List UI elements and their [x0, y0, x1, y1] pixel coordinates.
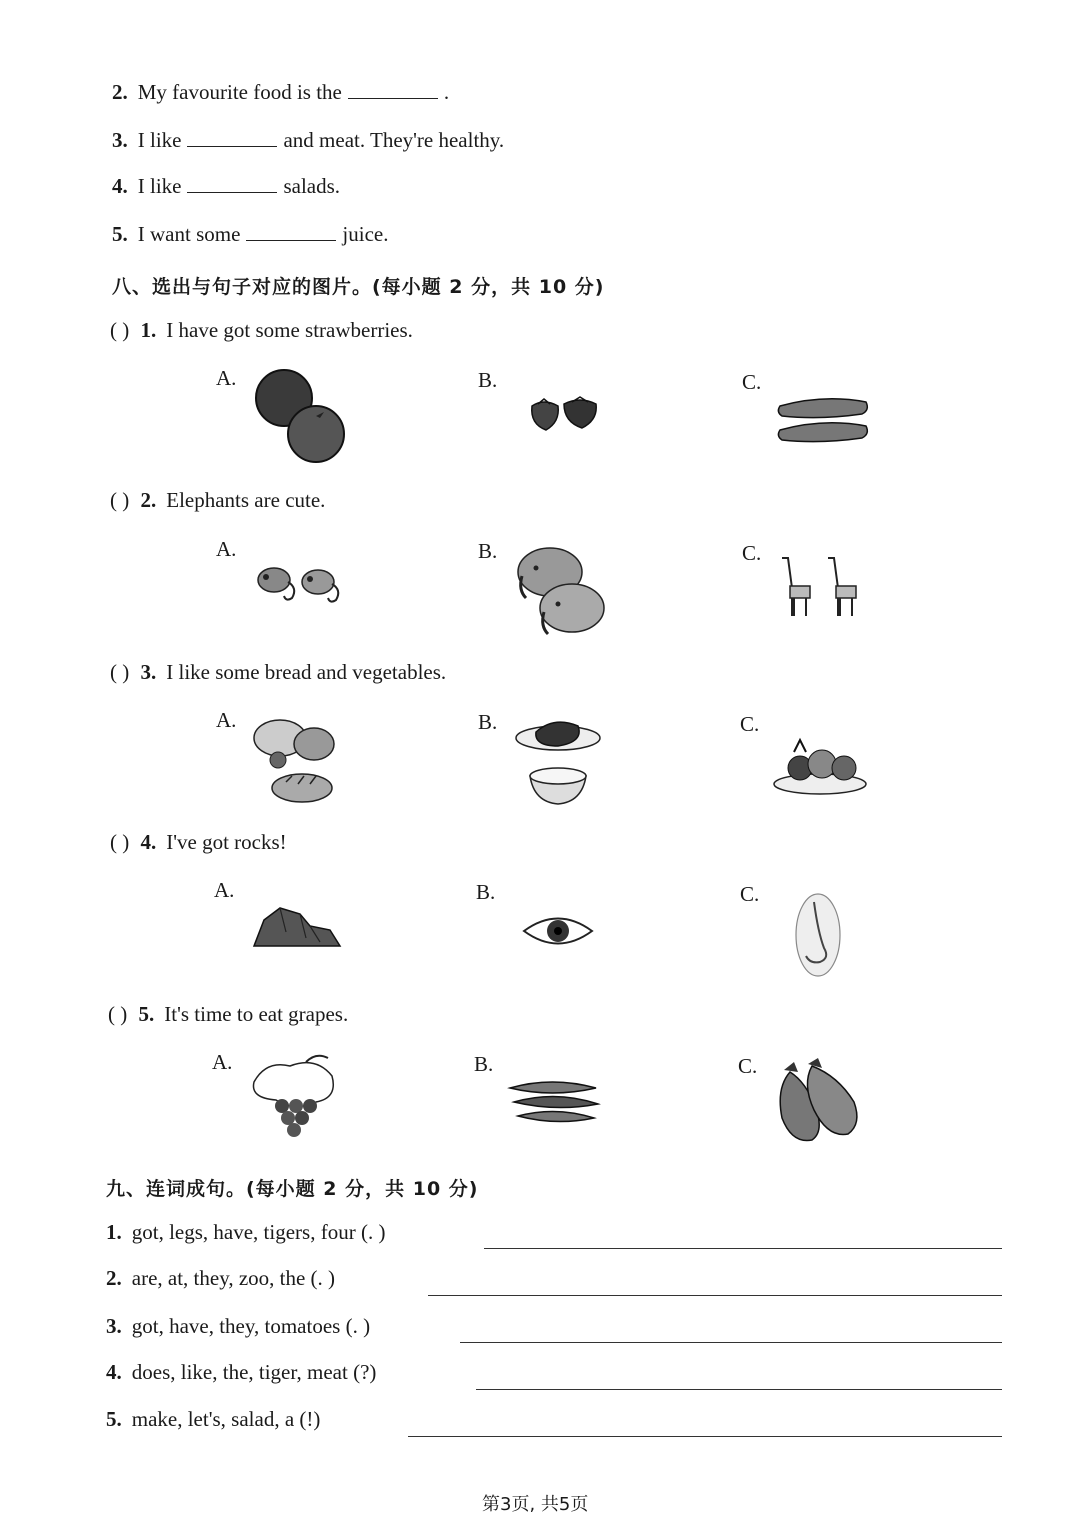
- item-number: 5.: [106, 1407, 122, 1431]
- scrambled-words: got, have, they, tomatoes (. ): [131, 1314, 371, 1338]
- item-number: 1.: [106, 1220, 122, 1244]
- giraffes-icon[interactable]: [770, 552, 870, 622]
- scrambled-words: got, legs, have, tigers, four (. ): [131, 1220, 386, 1244]
- question-2: [110, 488, 325, 513]
- option-c-label: C.: [740, 712, 760, 736]
- option-b-label: B.: [478, 368, 498, 392]
- answer-line[interactable]: [460, 1342, 1002, 1343]
- answer-parentheses[interactable]: ( ): [110, 660, 130, 684]
- option-b-label: B.: [474, 1052, 494, 1076]
- question-number: 1.: [140, 318, 157, 342]
- option-b-label: B.: [478, 539, 498, 563]
- scrambled-words: does, like, the, tiger, meat (?): [131, 1360, 377, 1384]
- answer-blank[interactable]: [187, 174, 277, 193]
- sentence-end: salads.: [283, 174, 341, 198]
- question-text: It's time to eat grapes.: [164, 1002, 349, 1026]
- item-number: 4.: [112, 174, 128, 198]
- answer-parentheses[interactable]: ( ): [110, 488, 130, 512]
- answer-blank[interactable]: [246, 222, 336, 241]
- item-number: 2.: [106, 1266, 122, 1290]
- question-4: [110, 830, 287, 855]
- eggplants-icon[interactable]: [772, 1058, 864, 1148]
- tomatoes-icon[interactable]: [252, 368, 352, 464]
- reorder-item-5: [106, 1407, 320, 1432]
- option-a-label: A.: [216, 708, 237, 732]
- fill-blank-3: [112, 128, 504, 153]
- sentence-start: I like: [137, 174, 182, 198]
- question-text: I like some bread and vegetables.: [166, 660, 447, 684]
- eye-icon[interactable]: [522, 912, 594, 950]
- answer-blank[interactable]: [187, 128, 277, 147]
- answer-parentheses[interactable]: ( ): [108, 1002, 128, 1026]
- item-number: 4.: [106, 1360, 122, 1384]
- answer-parentheses[interactable]: ( ): [110, 318, 130, 342]
- question-1: [110, 318, 413, 343]
- vegetables-and-bread-icon[interactable]: [250, 712, 342, 804]
- section-9-heading: 九、连词成句。(每小题 2 分，共 10 分): [106, 1178, 479, 1200]
- option-a-label: A.: [216, 537, 237, 561]
- scrambled-words: make, let's, salad, a (!): [131, 1407, 321, 1431]
- sentence-end: and meat. They're healthy.: [283, 128, 505, 152]
- option-c-label: C.: [742, 541, 762, 565]
- option-b-label: B.: [478, 710, 498, 734]
- reorder-item-2: [106, 1266, 335, 1291]
- answer-line[interactable]: [428, 1295, 1002, 1296]
- fill-blank-2: [112, 80, 449, 105]
- fruit-plate-icon[interactable]: [772, 736, 870, 798]
- rock-icon[interactable]: [250, 902, 342, 952]
- option-a-label: A.: [212, 1050, 233, 1074]
- question-text: I've got rocks!: [166, 830, 287, 854]
- question-3: [110, 660, 446, 685]
- reorder-item-3: [106, 1314, 370, 1339]
- answer-line[interactable]: [408, 1436, 1002, 1437]
- answer-blank[interactable]: [348, 80, 438, 99]
- question-number: 3.: [140, 660, 157, 684]
- sentence-end: .: [443, 80, 450, 104]
- question-number: 4.: [140, 830, 157, 854]
- item-number: 5.: [112, 222, 128, 246]
- option-c-label: C.: [738, 1054, 758, 1078]
- sentence-end: juice.: [342, 222, 389, 246]
- option-a-label: A.: [216, 366, 237, 390]
- option-c-label: C.: [740, 882, 760, 906]
- sentence-start: My favourite food is the: [137, 80, 342, 104]
- sentence-start: I want some: [137, 222, 241, 246]
- nose-icon[interactable]: [794, 892, 842, 978]
- scrambled-words: are, at, they, zoo, the (. ): [131, 1266, 336, 1290]
- fill-blank-4: [112, 174, 340, 199]
- answer-line[interactable]: [476, 1389, 1002, 1390]
- option-c-label: C.: [742, 370, 762, 394]
- page-number: 第3页, 共5页: [482, 1494, 589, 1515]
- chameleons-icon[interactable]: [252, 560, 344, 606]
- answer-line[interactable]: [484, 1248, 1002, 1249]
- reorder-item-4: [106, 1360, 376, 1385]
- section-8-heading: 八、选出与句子对应的图片。(每小题 2 分，共 10 分): [112, 276, 605, 298]
- option-a-label: A.: [214, 878, 235, 902]
- question-5: [108, 1002, 348, 1027]
- fill-blank-5: [112, 222, 388, 247]
- item-number: 2.: [112, 80, 128, 104]
- question-number: 2.: [140, 488, 157, 512]
- sentence-start: I like: [137, 128, 182, 152]
- option-b-label: B.: [476, 880, 496, 904]
- strawberries-icon[interactable]: [526, 396, 602, 434]
- question-text: I have got some strawberries.: [166, 318, 413, 342]
- answer-parentheses[interactable]: ( ): [110, 830, 130, 854]
- question-number: 5.: [138, 1002, 155, 1026]
- pea-pods-icon[interactable]: [506, 1076, 602, 1126]
- grapes-icon[interactable]: [246, 1052, 342, 1144]
- elephants-icon[interactable]: [508, 542, 608, 638]
- meat-and-rice-icon[interactable]: [514, 712, 604, 808]
- reorder-item-1: [106, 1220, 385, 1245]
- question-text: Elephants are cute.: [166, 488, 326, 512]
- item-number: 3.: [112, 128, 128, 152]
- item-number: 3.: [106, 1314, 122, 1338]
- cucumbers-icon[interactable]: [774, 392, 874, 448]
